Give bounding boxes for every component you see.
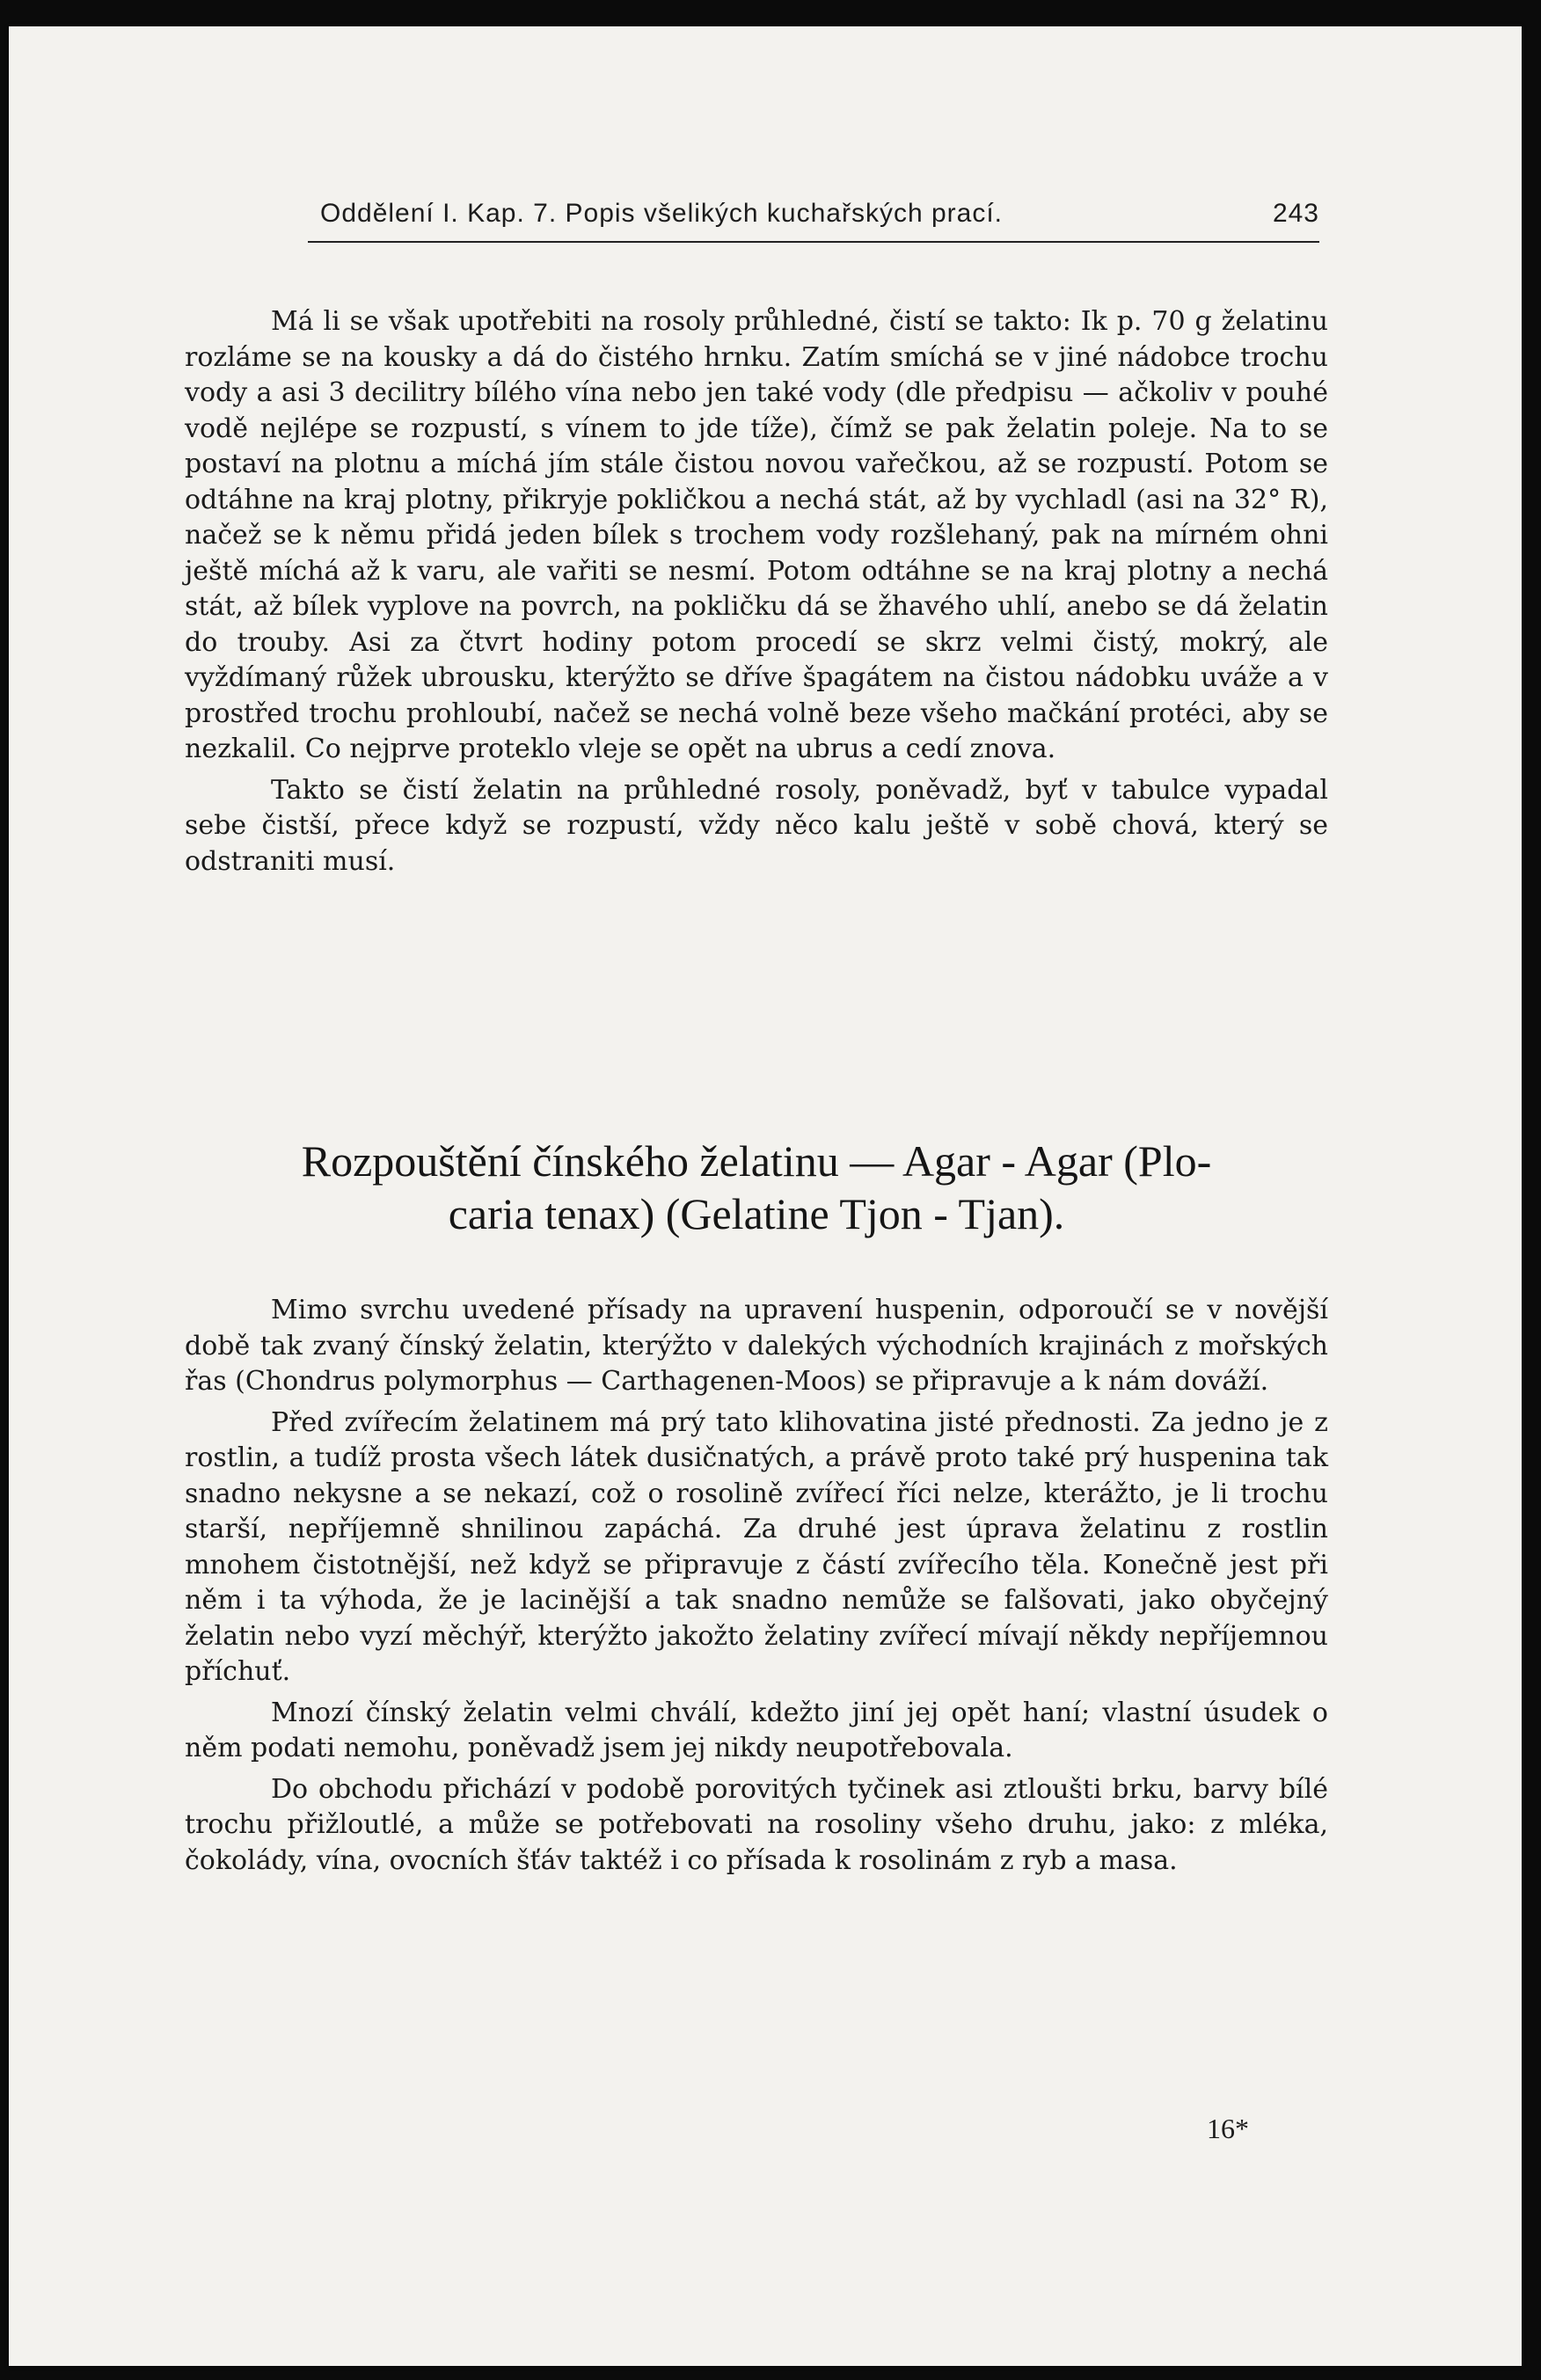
paragraph: Mnozí čínský želatin velmi chválí, kdežto jiní jej opět haní; vlastní úsudek o něm podati nemohu, poněvadž jsem jej nikdy neupotřebovala. bbox=[185, 1697, 1328, 1763]
page-number: 243 bbox=[1272, 199, 1319, 228]
book-page bbox=[9, 26, 1522, 2366]
paragraph: Do obchodu přichází v podobě porovitých tyčinek asi ztloušti brku, barvy bílé trochu přižloutlé, a může se potřebovati na rosoliny všeho druhu, jako: z mléka, čokolády, vína, ovocních šťáv taktéž i co přísada k rosolinám z ryb a masa. bbox=[185, 1773, 1328, 1876]
running-header bbox=[308, 192, 1319, 243]
heading-line: caria tenax) (Gelatine Tjon - Tjan). bbox=[448, 1189, 1065, 1238]
signature-mark: 16* bbox=[1207, 2113, 1249, 2144]
chapter-title: Oddělení I. Kap. 7. Popis všelikých kuchařských prací. bbox=[320, 199, 1004, 228]
paragraph: Před zvířecím želatinem má prý tato klihovatina jisté přednosti. Za jedno je z rostlin, a tudíž prosta všech látek dusičnatých, a právě proto také prý huspenina tak snadno nekysne a se nekazí, což o rosolině zvířecí říci nelze, kterážto, je li trochu starší, nepříjemně shnilinou zapáchá. Za druhé jest úprava želatinu z rostlin mnohem čistotnější, než když se připravuje z částí zvířecího těla. Konečně jest při něm i ta výhoda, že je lacinější a tak snadno nemůže se falšovati, jako obyčejný želatin nebo vyzí měchýř, kterýžto jakožto želatiny zvířecí mívají někdy nepříjemnou příchuť. bbox=[185, 1406, 1328, 1687]
paragraph: Mimo svrchu uvedené přísady na upravení huspenin, odporoučí se v novější době tak zvaný čínský želatin, kterýžto v dalekých východních krajinách z mořských řas (Chondrus polymorphus — Carthagenen-Moos) se připravuje a k nám dováží. bbox=[185, 1295, 1328, 1397]
paragraph: Má li se však upotřebiti na rosoly průhledné, čistí se takto: Ik p. 70 g želatinu rozláme se na kousky a dá do čistého hrnku. Zatím smíchá se v jiné nádobce trochu vody a asi 3 decilitry bílého vína nebo jen také vody (dle předpisu — ačkoliv v pouhé vodě nejlépe se rozpustí, s vínem to jde tíže), čímž se pak želatin poleje. Na to se postaví na plotnu a míchá jím stále čistou novou vařečkou, až se rozpustí. Potom se odtáhne na kraj plotny, přikryje pokličkou a nechá stát, až by vychladl (asi na 32° R), načež se k němu přidá jeden bílek s trochem vody rozšlehaný, pak na mírném ohni ještě míchá až k varu, ale vařiti se nesmí. Potom odtáhne se na kraj plotny a nechá stát, až bílek vyplove na povrch, na pokličku dá se žhavého uhlí, anebo se dá želatin do trouby. Asi za čtvrt hodiny potom procedí se skrz velmi čistý, mokrý, ale vyždímaný růžek ubrousku, kterýžto se dříve špagátem na čistou nádobku uváže a v prostřed trochu prohloubí, načež se nechá volně beze všeho mačkání protéci, aby se nezkalil. Co nejprve proteklo vleje se opět na ubrus a cedí znova. bbox=[185, 306, 1328, 764]
paragraph: Takto se čistí želatin na průhledné rosoly, poněvadž, byť v tabulce vypadal sebe čistší, přece když se rozpustí, vždy něco kalu ještě v sobě chová, který se odstraniti musí. bbox=[185, 774, 1328, 877]
section-heading bbox=[185, 1135, 1328, 1240]
section-clarification-text bbox=[185, 304, 1328, 880]
section-agar-text bbox=[185, 1293, 1328, 1879]
heading-line: Rozpouštění čínského želatinu — Agar - Agar (Plo- bbox=[301, 1136, 1212, 1186]
